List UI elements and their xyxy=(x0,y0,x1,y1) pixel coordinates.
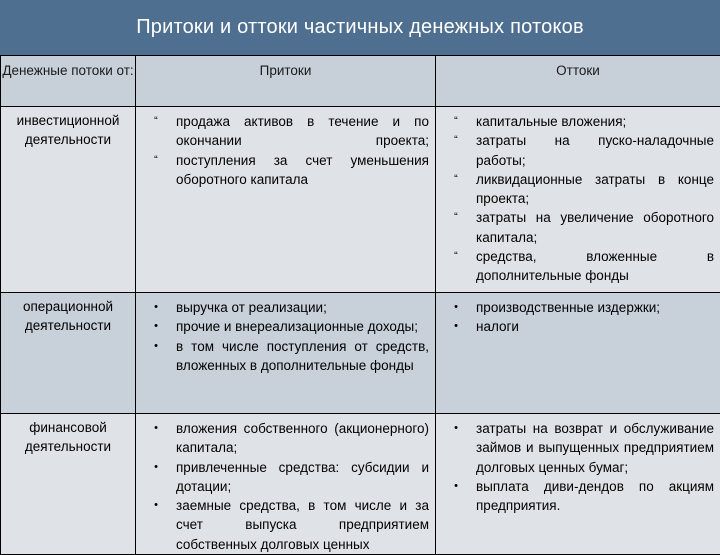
slide-title: Притоки и оттоки частичных денежных потоков xyxy=(0,0,720,55)
list-item: • затраты на возврат и обслуживание займов и выпущенных предприятием долговых ценных бумаг; xyxy=(436,419,714,477)
row-source-label: операционной деятельности xyxy=(1,293,136,414)
inflows-cell xyxy=(136,414,436,555)
row-source-label: финансовой деятельности xyxy=(1,414,136,555)
bullet-icon: “ xyxy=(436,208,476,247)
bullet-icon: • xyxy=(436,298,476,317)
list-item: “ ликвидационные затраты в конце проекта; xyxy=(436,170,714,209)
outflows-cell xyxy=(436,414,720,555)
bullet-icon: • xyxy=(136,337,176,376)
bullet-icon: “ xyxy=(136,112,176,151)
inflows-cell xyxy=(136,107,436,293)
list-item: “ капитальные вложения; xyxy=(436,112,714,131)
bullet-icon: • xyxy=(136,458,176,497)
list-item: • производственные издержки; xyxy=(436,298,714,317)
bullet-icon: • xyxy=(136,496,176,554)
bullet-icon: “ xyxy=(436,170,476,209)
list-item: • привлеченные средства: субсидии и дотации; xyxy=(136,458,429,497)
list-item: • налоги xyxy=(436,317,714,336)
table-row-investment xyxy=(1,107,720,293)
bullet-icon: • xyxy=(436,317,476,336)
bullet-icon: “ xyxy=(436,112,476,131)
row-source-label: инвестиционной деятельности xyxy=(1,107,136,293)
bullet-icon: “ xyxy=(436,247,476,286)
list-item: “ продажа активов в течение и по окончании проекта; xyxy=(136,112,429,151)
bullet-icon: • xyxy=(436,477,476,516)
list-item: • выплата диви-дендов по акциям предприятия. xyxy=(436,477,714,516)
header-source: Денежные потоки от: xyxy=(1,56,136,107)
list-item: • вложения собственного (акционерного) капитала; xyxy=(136,419,429,458)
cash-flow-table xyxy=(0,55,720,555)
list-item: “ поступления за счет уменьшения оборотного капитала xyxy=(136,151,429,190)
list-item: “ средства, вложенные в дополнительные фонды xyxy=(436,247,714,286)
bullet-icon: • xyxy=(136,317,176,336)
list-item: “ затраты на увеличение оборотного капитала; xyxy=(436,208,714,247)
outflows-cell xyxy=(436,107,720,293)
bullet-icon: • xyxy=(136,419,176,458)
bullet-icon: • xyxy=(136,298,176,317)
list-item: • заемные средства, в том числе и за счет выпуска предприятием собственных долговых ценных xyxy=(136,496,429,554)
bullet-icon: “ xyxy=(136,151,176,190)
table-row-financing xyxy=(1,414,720,555)
list-item: • в том числе поступления от средств, вложенных в дополнительные фонды xyxy=(136,337,429,376)
header-inflows: Притоки xyxy=(136,56,436,107)
outflows-cell xyxy=(436,293,720,414)
bullet-icon: “ xyxy=(436,131,476,170)
table-row-operating xyxy=(1,293,720,414)
table-header-row xyxy=(1,56,720,107)
bullet-icon: • xyxy=(436,419,476,477)
header-outflows: Оттоки xyxy=(436,56,720,107)
inflows-cell xyxy=(136,293,436,414)
list-item: “ затраты на пуско-наладочные работы; xyxy=(436,131,714,170)
list-item: • прочие и внереализационные доходы; xyxy=(136,317,429,336)
list-item: • выручка от реализации; xyxy=(136,298,429,317)
